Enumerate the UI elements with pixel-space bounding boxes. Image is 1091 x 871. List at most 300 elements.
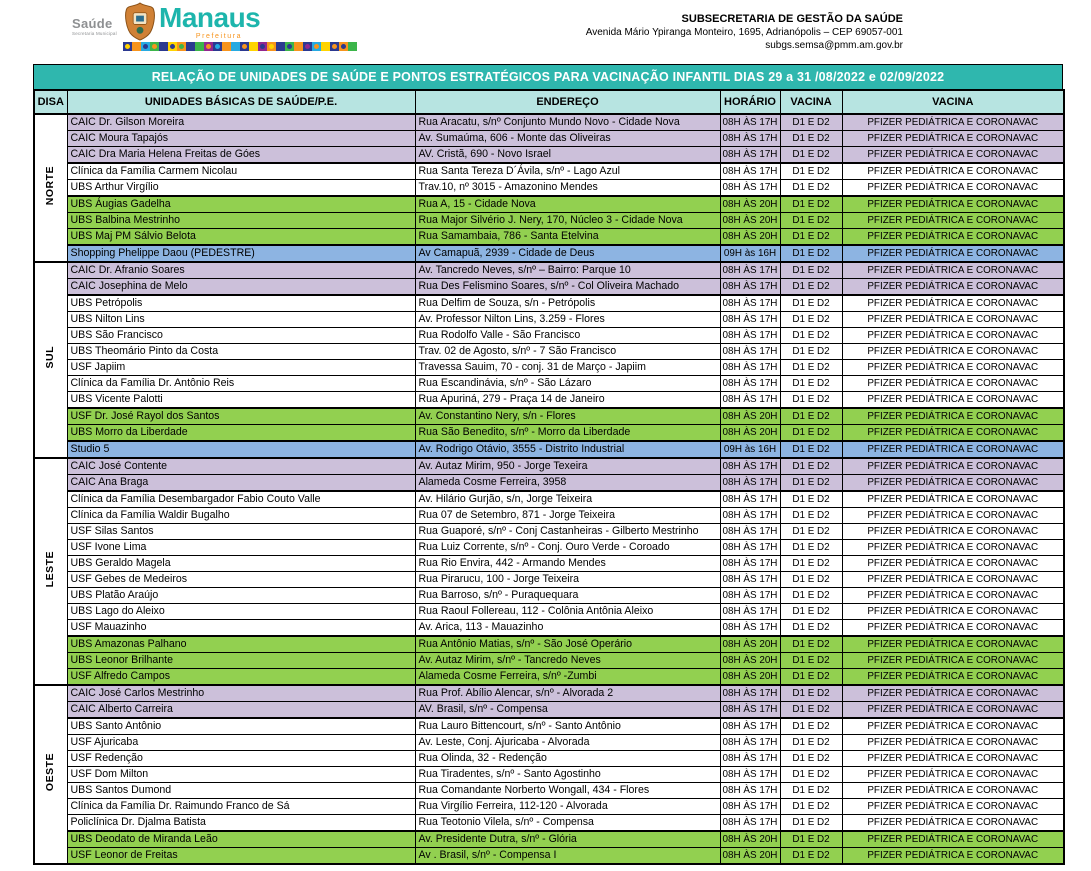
units-table-wrap (33, 64, 1063, 865)
unit-name-cell: UBS Áugias Gadelha (67, 196, 415, 213)
mosaic-dot (260, 44, 265, 49)
hours-cell: 08H ÀS 17H (720, 376, 780, 392)
vaccine-doses-cell: D1 E D2 (780, 475, 842, 492)
unit-name-cell: UBS Theomário Pinto da Costa (67, 344, 415, 360)
vaccine-types-cell: PFIZER PEDIÁTRICA E CORONAVAC (842, 783, 1064, 799)
vaccine-types-cell: PFIZER PEDIÁTRICA E CORONAVAC (842, 572, 1064, 588)
address-cell: Rua Escandinávia, s/nº - São Lázaro (415, 376, 720, 392)
unit-name-cell: UBS Deodato de Miranda Leão (67, 831, 415, 848)
mosaic-tile (240, 42, 249, 51)
unit-name-cell: Shopping Phelippe Daou (PEDESTRE) (67, 245, 415, 262)
unit-name-cell: UBS Santos Dumond (67, 783, 415, 799)
unit-row (34, 131, 1064, 147)
address-cell: Av. Leste, Conj. Ajuricaba - Alvorada (415, 735, 720, 751)
unit-row (34, 213, 1064, 229)
vaccine-types-cell: PFIZER PEDIÁTRICA E CORONAVAC (842, 669, 1064, 686)
hours-cell: 08H ÀS 17H (720, 163, 780, 180)
address-cell: Av. Hilário Gurjão, s/n, Jorge Teixeira (415, 491, 720, 508)
unit-name-cell: USF Leonor de Freitas (67, 848, 415, 865)
vaccine-doses-cell: D1 E D2 (780, 604, 842, 620)
disa-cell (34, 458, 67, 685)
hours-cell: 08H ÀS 17H (720, 604, 780, 620)
unit-row (34, 588, 1064, 604)
hours-cell: 08H ÀS 17H (720, 588, 780, 604)
address-cell: Alameda Cosme Ferreira, 3958 (415, 475, 720, 492)
hours-cell: 08H ÀS 17H (720, 262, 780, 279)
unit-name-cell: USF Japiim (67, 360, 415, 376)
mosaic-dot (170, 44, 175, 49)
unit-name-cell: UBS Nilton Lins (67, 312, 415, 328)
mosaic-dot (179, 44, 184, 49)
vaccine-doses-cell: D1 E D2 (780, 360, 842, 376)
hours-cell: 08H ÀS 17H (720, 702, 780, 719)
unit-row (34, 572, 1064, 588)
vaccine-types-cell: PFIZER PEDIÁTRICA E CORONAVAC (842, 735, 1064, 751)
vaccine-doses-cell: D1 E D2 (780, 751, 842, 767)
mosaic-dot (143, 44, 148, 49)
unit-row (34, 328, 1064, 344)
mosaic-tile (303, 42, 312, 51)
mosaic-tile (159, 42, 168, 51)
mosaic-dot (242, 44, 247, 49)
vaccine-doses-cell: D1 E D2 (780, 163, 842, 180)
unit-name-cell: Clínica da Família Carmem Nicolau (67, 163, 415, 180)
unit-name-cell: USF Dom Milton (67, 767, 415, 783)
hours-cell: 08H ÀS 17H (720, 751, 780, 767)
address-cell: AV. Cristã, 690 - Novo Israel (415, 147, 720, 164)
vaccine-doses-cell: D1 E D2 (780, 425, 842, 442)
vaccine-doses-cell: D1 E D2 (780, 279, 842, 296)
hours-cell: 08H ÀS 17H (720, 147, 780, 164)
address-cell: Av. Constantino Nery, s/n - Flores (415, 408, 720, 425)
mosaic-tile (267, 42, 276, 51)
address-cell: Rua Santa Tereza D´Ávila, s/nº - Lago Azul (415, 163, 720, 180)
hours-cell: 08H ÀS 17H (720, 735, 780, 751)
mosaic-tile (285, 42, 294, 51)
vaccine-types-cell: PFIZER PEDIÁTRICA E CORONAVAC (842, 147, 1064, 164)
vaccine-doses-cell: D1 E D2 (780, 508, 842, 524)
unit-name-cell: Studio 5 (67, 441, 415, 458)
hours-cell: 08H ÀS 17H (720, 491, 780, 508)
address-cell: Rua São Benedito, s/nº - Morro da Liberdade (415, 425, 720, 442)
address-cell: Rua Teotonio Vilela, s/nº - Compensa (415, 815, 720, 832)
unit-row (34, 831, 1064, 848)
hours-cell: 08H ÀS 17H (720, 328, 780, 344)
address-cell: Rua Rodolfo Valle - São Francisco (415, 328, 720, 344)
unit-name-cell: USF Dr. José Rayol dos Santos (67, 408, 415, 425)
vaccine-doses-cell: D1 E D2 (780, 572, 842, 588)
unit-row (34, 262, 1064, 279)
address-cell: Av. Professor Nilton Lins, 3.259 - Flores (415, 312, 720, 328)
unit-row (34, 458, 1064, 475)
vaccine-types-cell: PFIZER PEDIÁTRICA E CORONAVAC (842, 213, 1064, 229)
address-cell: Rua Luiz Corrente, s/nº - Conj. Ouro Verde - Coroado (415, 540, 720, 556)
column-header-vacina-tipos: VACINA (842, 90, 1064, 114)
vaccine-doses-cell: D1 E D2 (780, 458, 842, 475)
unit-row (34, 751, 1064, 767)
address-cell: Av. Rodrigo Otávio, 3555 - Distrito Industrial (415, 441, 720, 458)
column-header-horario: HORÁRIO (720, 90, 780, 114)
vaccine-types-cell: PFIZER PEDIÁTRICA E CORONAVAC (842, 360, 1064, 376)
doc-header (0, 0, 1091, 62)
vaccine-doses-cell: D1 E D2 (780, 213, 842, 229)
vaccine-doses-cell: D1 E D2 (780, 588, 842, 604)
unit-row (34, 392, 1064, 409)
mosaic-dot (152, 44, 157, 49)
disa-label: NORTE (44, 165, 57, 206)
vaccine-types-cell: PFIZER PEDIÁTRICA E CORONAVAC (842, 295, 1064, 312)
unit-row (34, 685, 1064, 702)
unit-name-cell: CAIC José Contente (67, 458, 415, 475)
vaccine-types-cell: PFIZER PEDIÁTRICA E CORONAVAC (842, 344, 1064, 360)
vaccine-types-cell: PFIZER PEDIÁTRICA E CORONAVAC (842, 653, 1064, 669)
vaccine-doses-cell: D1 E D2 (780, 669, 842, 686)
vaccine-types-cell: PFIZER PEDIÁTRICA E CORONAVAC (842, 524, 1064, 540)
vaccine-types-cell: PFIZER PEDIÁTRICA E CORONAVAC (842, 229, 1064, 246)
unit-row (34, 718, 1064, 735)
vaccine-types-cell: PFIZER PEDIÁTRICA E CORONAVAC (842, 196, 1064, 213)
org-address: Avenida Mário Ypiranga Monteiro, 1695, Adrianópolis – CEP 69057-001 (585, 27, 903, 38)
hours-cell: 08H ÀS 17H (720, 279, 780, 296)
address-cell: Rua Olinda, 32 - Redenção (415, 751, 720, 767)
unit-row (34, 491, 1064, 508)
unit-name-cell: UBS Geraldo Magela (67, 556, 415, 572)
vaccine-doses-cell: D1 E D2 (780, 831, 842, 848)
vaccine-types-cell: PFIZER PEDIÁTRICA E CORONAVAC (842, 508, 1064, 524)
mosaic-tile (168, 42, 177, 51)
vaccine-doses-cell: D1 E D2 (780, 147, 842, 164)
hours-cell: 08H ÀS 17H (720, 718, 780, 735)
unit-row (34, 279, 1064, 296)
vaccine-doses-cell: D1 E D2 (780, 718, 842, 735)
vaccine-doses-cell: D1 E D2 (780, 131, 842, 147)
hours-cell: 08H ÀS 17H (720, 556, 780, 572)
unit-row (34, 425, 1064, 442)
vaccine-doses-cell: D1 E D2 (780, 114, 842, 131)
mosaic-dot (125, 44, 130, 49)
hours-cell: 08H ÀS 17H (720, 572, 780, 588)
vaccine-types-cell: PFIZER PEDIÁTRICA E CORONAVAC (842, 408, 1064, 425)
unit-name-cell: UBS Petrópolis (67, 295, 415, 312)
vaccine-doses-cell: D1 E D2 (780, 848, 842, 865)
unit-name-cell: USF Mauazinho (67, 620, 415, 637)
unit-row (34, 229, 1064, 246)
unit-name-cell: USF Silas Santos (67, 524, 415, 540)
unit-name-cell: CAIC José Carlos Mestrinho (67, 685, 415, 702)
unit-name-cell: Clínica da Família Dr. Raimundo Franco de Sá (67, 799, 415, 815)
mosaic-dot (269, 44, 274, 49)
vaccine-doses-cell: D1 E D2 (780, 262, 842, 279)
unit-row (34, 524, 1064, 540)
address-cell: Rua Antônio Matias, s/nº - São José Operário (415, 636, 720, 653)
vaccine-types-cell: PFIZER PEDIÁTRICA E CORONAVAC (842, 751, 1064, 767)
hours-cell: 08H ÀS 17H (720, 392, 780, 409)
mosaic-tile (213, 42, 222, 51)
hours-cell: 08H ÀS 20H (720, 425, 780, 442)
vaccine-types-cell: PFIZER PEDIÁTRICA E CORONAVAC (842, 392, 1064, 409)
disa-cell (34, 114, 67, 262)
org-name: SUBSECRETARIA DE GESTÃO DA SAÚDE (681, 13, 903, 25)
vaccine-doses-cell: D1 E D2 (780, 376, 842, 392)
vaccine-types-cell: PFIZER PEDIÁTRICA E CORONAVAC (842, 279, 1064, 296)
unit-name-cell: USF Alfredo Campos (67, 669, 415, 686)
address-cell: Rua Barroso, s/nº - Puraquequara (415, 588, 720, 604)
hours-cell: 08H ÀS 20H (720, 213, 780, 229)
vaccine-types-cell: PFIZER PEDIÁTRICA E CORONAVAC (842, 685, 1064, 702)
unit-name-cell: CAIC Dra Maria Helena Freitas de Góes (67, 147, 415, 164)
vaccine-doses-cell: D1 E D2 (780, 229, 842, 246)
unit-name-cell: CAIC Moura Tapajós (67, 131, 415, 147)
address-cell: Rua Raoul Follereau, 112 - Colônia Antônia Aleixo (415, 604, 720, 620)
unit-name-cell: USF Redenção (67, 751, 415, 767)
hours-cell: 08H ÀS 17H (720, 360, 780, 376)
manaus-wordmark: Manaus (159, 2, 261, 33)
hours-cell: 08H ÀS 17H (720, 767, 780, 783)
address-cell: Av. Sumaúma, 606 - Monte das Oliveiras (415, 131, 720, 147)
vaccine-doses-cell: D1 E D2 (780, 556, 842, 572)
address-cell: Av Camapuã, 2939 - Cidade de Deus (415, 245, 720, 262)
saude-logo (72, 17, 117, 37)
vaccine-doses-cell: D1 E D2 (780, 392, 842, 409)
vaccine-types-cell: PFIZER PEDIÁTRICA E CORONAVAC (842, 815, 1064, 832)
vaccine-types-cell: PFIZER PEDIÁTRICA E CORONAVAC (842, 831, 1064, 848)
vaccine-types-cell: PFIZER PEDIÁTRICA E CORONAVAC (842, 376, 1064, 392)
mosaic-dot (341, 44, 346, 49)
hours-cell: 08H ÀS 17H (720, 540, 780, 556)
unit-name-cell: UBS Platão Araújo (67, 588, 415, 604)
column-header-endereco: ENDEREÇO (415, 90, 720, 114)
vaccine-types-cell: PFIZER PEDIÁTRICA E CORONAVAC (842, 702, 1064, 719)
unit-name-cell: Clínica da Família Dr. Antônio Reis (67, 376, 415, 392)
vaccine-types-cell: PFIZER PEDIÁTRICA E CORONAVAC (842, 556, 1064, 572)
address-cell: Rua Tiradentes, s/nº - Santo Agostinho (415, 767, 720, 783)
unit-row (34, 163, 1064, 180)
vaccine-types-cell: PFIZER PEDIÁTRICA E CORONAVAC (842, 540, 1064, 556)
address-cell: Rua Apuriná, 279 - Praça 14 de Janeiro (415, 392, 720, 409)
hours-cell: 09H às 16H (720, 245, 780, 262)
vaccine-types-cell: PFIZER PEDIÁTRICA E CORONAVAC (842, 180, 1064, 197)
vaccine-types-cell: PFIZER PEDIÁTRICA E CORONAVAC (842, 588, 1064, 604)
address-cell: Travessa Sauim, 70 - conj. 31 de Março - Japiim (415, 360, 720, 376)
vaccine-doses-cell: D1 E D2 (780, 344, 842, 360)
unit-name-cell: UBS Morro da Liberdade (67, 425, 415, 442)
address-cell: Rua A, 15 - Cidade Nova (415, 196, 720, 213)
address-cell: Rua Comandante Norberto Wongall, 434 - Flores (415, 783, 720, 799)
hours-cell: 08H ÀS 17H (720, 524, 780, 540)
hours-cell: 08H ÀS 17H (720, 131, 780, 147)
address-cell: Alameda Cosme Ferreira, s/nº -Zumbi (415, 669, 720, 686)
vaccine-types-cell: PFIZER PEDIÁTRICA E CORONAVAC (842, 475, 1064, 492)
vaccine-doses-cell: D1 E D2 (780, 767, 842, 783)
unit-row (34, 702, 1064, 719)
address-cell: Av. Autaz Mirim, s/nº - Tancredo Neves (415, 653, 720, 669)
table-header-row (34, 90, 1064, 114)
column-header-vacina-doses: VACINA (780, 90, 842, 114)
hours-cell: 08H ÀS 17H (720, 344, 780, 360)
unit-row (34, 653, 1064, 669)
vaccine-doses-cell: D1 E D2 (780, 328, 842, 344)
mosaic-tile (132, 42, 141, 51)
address-cell: Rua Rio Envira, 442 - Armando Mendes (415, 556, 720, 572)
unit-row (34, 735, 1064, 751)
mosaic-tile (294, 42, 303, 51)
disa-label: OESTE (44, 752, 57, 792)
unit-row (34, 799, 1064, 815)
address-cell: Av. Arica, 113 - Mauazinho (415, 620, 720, 637)
address-cell: Rua Guaporé, s/nº - Conj Castanheiras - Gilberto Mestrinho (415, 524, 720, 540)
unit-row (34, 475, 1064, 492)
unit-row (34, 344, 1064, 360)
mosaic-tile (348, 42, 357, 51)
unit-row (34, 196, 1064, 213)
hours-cell: 08H ÀS 17H (720, 783, 780, 799)
mosaic-tile (150, 42, 159, 51)
vaccine-doses-cell: D1 E D2 (780, 799, 842, 815)
vaccine-types-cell: PFIZER PEDIÁTRICA E CORONAVAC (842, 767, 1064, 783)
units-table-body (34, 114, 1064, 864)
vaccine-doses-cell: D1 E D2 (780, 540, 842, 556)
column-header-disa: DISA (34, 90, 67, 114)
disa-cell (34, 685, 67, 864)
vaccine-types-cell: PFIZER PEDIÁTRICA E CORONAVAC (842, 636, 1064, 653)
column-header-unidades: UNIDADES BÁSICAS DE SAÚDE/P.E. (67, 90, 415, 114)
unit-row (34, 180, 1064, 197)
vaccine-doses-cell: D1 E D2 (780, 636, 842, 653)
hours-cell: 08H ÀS 17H (720, 114, 780, 131)
unit-row (34, 669, 1064, 686)
unit-name-cell: CAIC Alberto Carreira (67, 702, 415, 719)
address-cell: Trav. 02 de Agosto, s/nº - 7 São Francisco (415, 344, 720, 360)
unit-row (34, 245, 1064, 262)
saude-logo-subtitle: Secretaria Municipal (72, 31, 117, 36)
unit-name-cell: CAIC Dr. Gilson Moreira (67, 114, 415, 131)
vaccine-types-cell: PFIZER PEDIÁTRICA E CORONAVAC (842, 491, 1064, 508)
hours-cell: 08H ÀS 17H (720, 799, 780, 815)
address-cell: Av. Tancredo Neves, s/nº – Bairro: Parque 10 (415, 262, 720, 279)
hours-cell: 08H ÀS 20H (720, 196, 780, 213)
hours-cell: 08H ÀS 17H (720, 475, 780, 492)
units-table (33, 89, 1065, 865)
mosaic-tile (141, 42, 150, 51)
mosaic-dot (287, 44, 292, 49)
unit-row (34, 783, 1064, 799)
vaccine-doses-cell: D1 E D2 (780, 245, 842, 262)
mosaic-dot (206, 44, 211, 49)
address-cell: Rua Prof. Abílio Alencar, s/nº - Alvorada 2 (415, 685, 720, 702)
hours-cell: 08H ÀS 20H (720, 831, 780, 848)
unit-name-cell: UBS Amazonas Palhano (67, 636, 415, 653)
mosaic-dot (215, 44, 220, 49)
mosaic-tile (339, 42, 348, 51)
vaccine-doses-cell: D1 E D2 (780, 180, 842, 197)
unit-row (34, 295, 1064, 312)
document-title-bar: RELAÇÃO DE UNIDADES DE SAÚDE E PONTOS ESTRATÉGICOS PARA VACINAÇÃO INFANTIL DIAS 29 a 31 /08/2022 e 02/09/2022 (33, 64, 1063, 89)
address-cell: Rua Lauro Bittencourt, s/nº - Santo Antônio (415, 718, 720, 735)
vaccine-types-cell: PFIZER PEDIÁTRICA E CORONAVAC (842, 620, 1064, 637)
unit-name-cell: CAIC Dr. Afranio Soares (67, 262, 415, 279)
vaccine-doses-cell: D1 E D2 (780, 408, 842, 425)
unit-name-cell: CAIC Josephina de Melo (67, 279, 415, 296)
address-cell: Rua Virgílio Ferreira, 112-120 - Alvorada (415, 799, 720, 815)
address-cell: AV. Brasil, s/nº - Compensa (415, 702, 720, 719)
unit-row (34, 540, 1064, 556)
vaccine-doses-cell: D1 E D2 (780, 620, 842, 637)
mosaic-tile (177, 42, 186, 51)
address-cell: Rua Pirarucu, 100 - Jorge Teixeira (415, 572, 720, 588)
hours-cell: 08H ÀS 17H (720, 508, 780, 524)
mosaic-dot (332, 44, 337, 49)
disa-label: SUL (44, 346, 57, 369)
vaccine-types-cell: PFIZER PEDIÁTRICA E CORONAVAC (842, 114, 1064, 131)
vaccine-types-cell: PFIZER PEDIÁTRICA E CORONAVAC (842, 604, 1064, 620)
hours-cell: 08H ÀS 17H (720, 458, 780, 475)
unit-row (34, 848, 1064, 865)
address-cell: Rua Aracatu, s/nº Conjunto Mundo Novo - Cidade Nova (415, 114, 720, 131)
unit-row (34, 636, 1064, 653)
address-cell: Av. Presidente Dutra, s/nº - Glória (415, 831, 720, 848)
unit-name-cell: UBS Balbina Mestrinho (67, 213, 415, 229)
mosaic-strip (123, 42, 357, 51)
disa-cell (34, 262, 67, 458)
hours-cell: 08H ÀS 20H (720, 636, 780, 653)
vaccine-types-cell: PFIZER PEDIÁTRICA E CORONAVAC (842, 245, 1064, 262)
vaccine-doses-cell: D1 E D2 (780, 685, 842, 702)
mosaic-tile (195, 42, 204, 51)
address-cell: Av. Autaz Mirim, 950 - Jorge Texeira (415, 458, 720, 475)
address-cell: Rua Samambaia, 786 - Santa Etelvina (415, 229, 720, 246)
unit-row (34, 360, 1064, 376)
hours-cell: 09H às 16H (720, 441, 780, 458)
vaccine-doses-cell: D1 E D2 (780, 783, 842, 799)
vaccine-doses-cell: D1 E D2 (780, 312, 842, 328)
hours-cell: 08H ÀS 17H (720, 312, 780, 328)
unit-row (34, 312, 1064, 328)
vaccine-doses-cell: D1 E D2 (780, 196, 842, 213)
hours-cell: 08H ÀS 20H (720, 848, 780, 865)
unit-name-cell: Clínica da Família Waldir Bugalho (67, 508, 415, 524)
unit-row (34, 441, 1064, 458)
mosaic-tile (321, 42, 330, 51)
hours-cell: 08H ÀS 17H (720, 685, 780, 702)
address-cell: Trav.10, nº 3015 - Amazonino Mendes (415, 180, 720, 197)
vaccine-types-cell: PFIZER PEDIÁTRICA E CORONAVAC (842, 328, 1064, 344)
vaccine-types-cell: PFIZER PEDIÁTRICA E CORONAVAC (842, 131, 1064, 147)
unit-row (34, 147, 1064, 164)
mosaic-dot (314, 44, 319, 49)
prefeitura-label: Prefeitura (195, 33, 243, 40)
unit-name-cell: UBS Lago do Aleixo (67, 604, 415, 620)
disa-label: LESTE (44, 550, 57, 588)
mosaic-tile (276, 42, 285, 51)
unit-name-cell: Policlínica Dr. Djalma Batista (67, 815, 415, 832)
vaccine-doses-cell: D1 E D2 (780, 491, 842, 508)
hours-cell: 08H ÀS 17H (720, 180, 780, 197)
mosaic-tile (204, 42, 213, 51)
unit-name-cell: USF Ajuricaba (67, 735, 415, 751)
mosaic-tile (186, 42, 195, 51)
vaccine-types-cell: PFIZER PEDIÁTRICA E CORONAVAC (842, 441, 1064, 458)
unit-name-cell: CAIC Ana Braga (67, 475, 415, 492)
unit-row (34, 604, 1064, 620)
unit-name-cell: UBS Vicente Palotti (67, 392, 415, 409)
org-email: subgs.semsa@pmm.am.gov.br (765, 40, 903, 51)
saude-logo-title: Saúde (72, 16, 113, 31)
vaccine-types-cell: PFIZER PEDIÁTRICA E CORONAVAC (842, 799, 1064, 815)
unit-name-cell: UBS Maj PM Sálvio Belota (67, 229, 415, 246)
vaccine-types-cell: PFIZER PEDIÁTRICA E CORONAVAC (842, 425, 1064, 442)
unit-name-cell: UBS Santo Antônio (67, 718, 415, 735)
unit-name-cell: USF Gebes de Medeiros (67, 572, 415, 588)
